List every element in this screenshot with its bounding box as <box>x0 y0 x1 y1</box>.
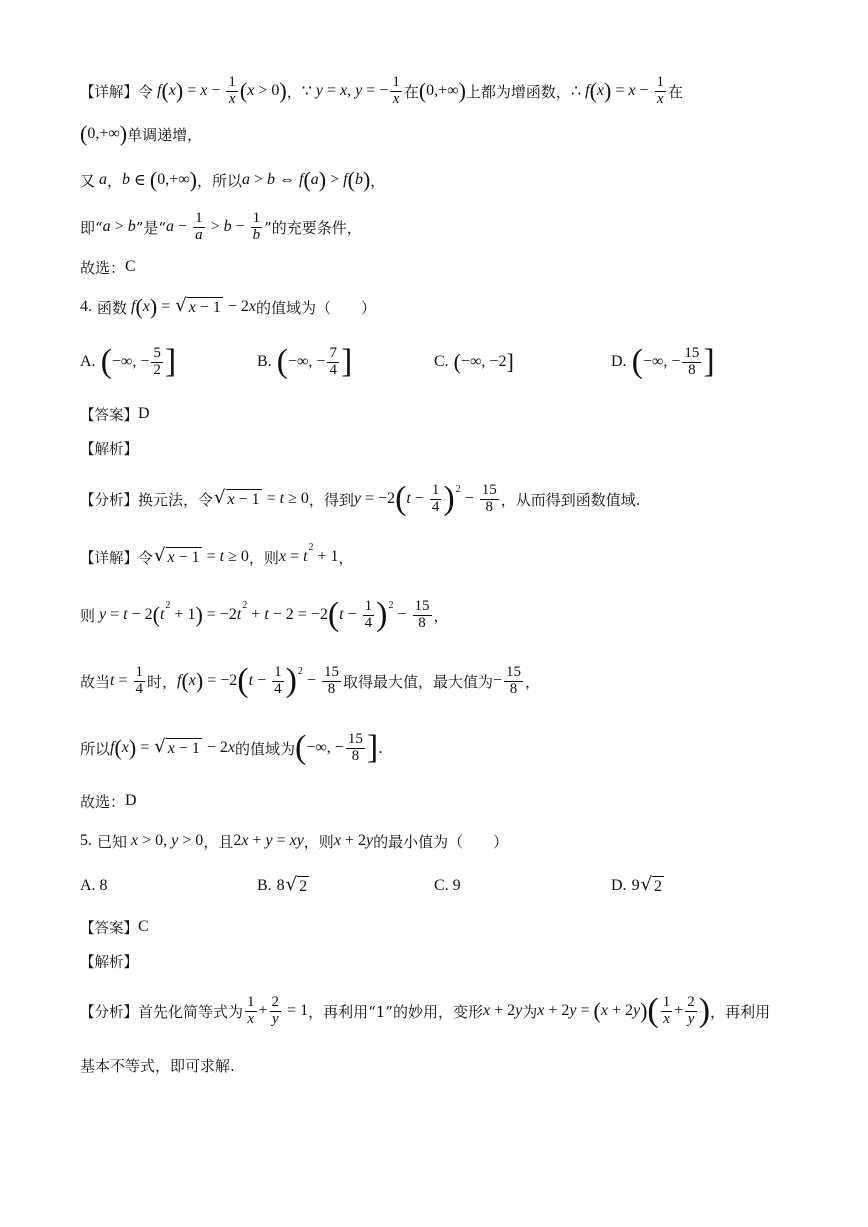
q4-choice: 故选： D <box>80 792 137 811</box>
q5-option-b[interactable]: B. 8 √ 2 <box>257 873 308 895</box>
math-fx: f <box>153 82 162 99</box>
q4-analysis-label: 【解析】 <box>80 441 138 458</box>
q4-fenxi: 【分析】 换元法，令 √ x − 1 = t ≥ 0 ，得到 y = −2 ( t − $\frac{1}{4}$ ) 2 − $\frac{15}{8}$ ，从而得到函数值域. <box>80 480 641 518</box>
q4-option-d[interactable]: D. ( −∞, − $\frac{15}{8}$ ] <box>611 343 715 381</box>
q3-detail-line-2: ( 0,+∞ ) 单调递增， <box>80 121 203 146</box>
q3-choice: 故选： C <box>80 258 136 277</box>
q5-option-c[interactable]: C. 9 <box>434 877 461 894</box>
q4-number: 4. <box>80 298 92 315</box>
q4-option-a[interactable]: A. ( −∞, − $\frac{5}{2}$ ] <box>80 343 177 381</box>
q5-option-a[interactable]: A. 8 <box>80 877 108 894</box>
q4-option-b[interactable]: B. ( −∞, − $\frac{7}{4}$ ] <box>257 343 353 381</box>
q5-fenxi-line-1: 【分析】 首先化简等式为 $\frac{1}{x}$ + $\frac{2}{y}$ = 1 ，再利用“1”的妙用，变形 x + 2 y 为 x + 2 y = ( x + 2 y ) ( $\frac{1}{x}$ + $\frac{2}{y}$ ) ，再利用 <box>80 992 771 1030</box>
q4-detail-line-3: 故当 t = $\frac{1}{4}$ 时， f ( x ) = −2 ( t − $\frac{1}{4}$ ) 2 − $\frac{15}{8}$ 取得最大值，最大值为 − $\frac{15}{8}$ ， <box>80 662 541 700</box>
q3-detail-line-4: 即“ a > b ”是“ a − $\frac{1}{a}$ > b − $\frac{1}{b}$ ”的充要条件， <box>80 209 362 243</box>
q5-stem: 5. 已知 x > 0, y > 0 ，且 2 x + y = xy ，则 x + 2 y 的最小值为（ ） <box>80 832 509 851</box>
q5-fenxi-line-2: 基本不等式，即可求解. <box>80 1056 235 1075</box>
q4-stem: 4. 函数 f ( x ) = √ x − 1 − 2 x 的值域为（ ） <box>80 294 377 319</box>
q5-analysis-label: 【解析】 <box>80 954 138 971</box>
q5-option-d[interactable]: D. 9 √ 2 <box>611 873 663 895</box>
q4-detail-line-2: 则 y = t − 2 ( t 2 + 1 ) = −2 t 2 + t − 2 = −2 ( t − $\frac{1}{4}$ ) 2 − $\frac{15}{8}$ ， <box>80 596 449 634</box>
q3-detail-line-3: 又 a ， b ∈ ( 0,+∞ ) ，所以 a > b ⇔ f ( a ) > f ( b ) ， <box>80 167 386 192</box>
q4-option-c[interactable]: C. ( −∞, −2 ] <box>434 349 514 374</box>
q5-answer: 【答案】 C <box>80 918 149 937</box>
q4-detail-line-4: 所以 f ( x ) = √ x − 1 − 2 x 的值域为 ( −∞, − $\frac{15}{8}$ ] . <box>80 729 383 767</box>
q4-detail-line-1: 【详解】 令 √ x − 1 = t ≥ 0 ，则 x = t 2 + 1 ， <box>80 541 354 567</box>
q3-detail-line-1: 【详解】 令 f ( x ) = x − $\frac{1}{x}$ ( x > 0 ) ， ∵ y = x , y = − $\frac{1}{x}$ 在 ( 0,+∞ ) 上都为增函数， ∴ f ( x ) = x − $\frac{1}{x}$ 在 <box>80 73 684 107</box>
q4-answer: 【答案】 D <box>80 405 150 424</box>
detail-label: 【详解】 <box>80 84 138 101</box>
q5-number: 5. <box>80 832 92 849</box>
